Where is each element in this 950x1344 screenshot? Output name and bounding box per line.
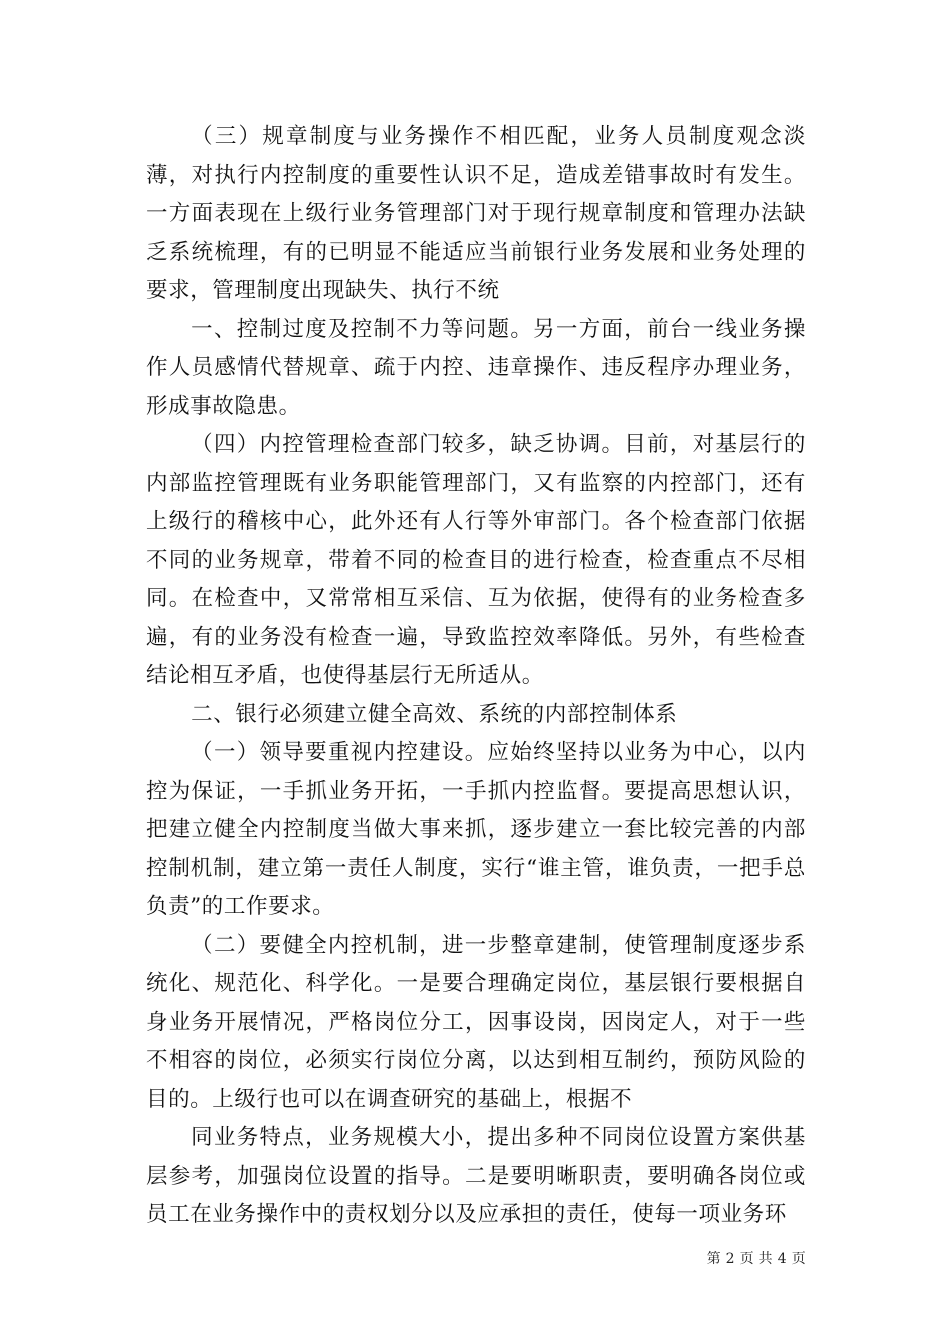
section-heading-internal-control-system: 二、银行必须建立健全高效、系统的内部控制体系 bbox=[191, 701, 678, 727]
paragraph-rules-mismatch: （三）规章制度与业务操作不相匹配，业务人员制度观念淡薄，对执行内控制度的重要性认识不足，造成差错事故时有发生。一方面表现在上级行业务管理部门对于现行规章制度和管理办法缺乏系统梳理，有的已明显不能适应当前银行业务发展和业务处理的要求，管理制度出现缺失、执行不统 bbox=[146, 124, 806, 303]
paragraph-control-mechanism: （二）要健全内控机制，进一步整章建制，使管理制度逐步系统化、规范化、科学化。一是要合理确定岗位，基层银行要根据自身业务开展情况，严格岗位分工，因事设岗，因岗定人，对于一些不相容的岗位，必须实行岗位分离，以达到相互制约，预防风险的目的。上级行也可以在调查研究的基础上，根据不 bbox=[146, 932, 806, 1112]
page-number-footer: 第 2 页 共 4 页 bbox=[706, 1251, 806, 1267]
paragraph-inspection-departments: （四）内控管理检查部门较多，缺乏协调。目前，对基层行的内部监控管理既有业务职能管理部门，又有监察的内控部门，还有上级行的稽核中心，此外还有人行等外审部门。各个检查部门依据不同的业务规章，带着不同的检查目的进行检查，检查重点不尽相同。在检查中，又常常相互采信、互为依据，使得有的业务检查多遍，有的业务没有检查一遍，导致监控效率降低。另外，有些检查结论相互矛盾，也使得基层行无所适从。 bbox=[146, 432, 806, 688]
paragraph-position-setup: 同业务特点，业务规模大小，提出多种不同岗位设置方案供基层参考，加强岗位设置的指导。二是要明晰职责，要明确各岗位或员工在业务操作中的责权划分以及应承担的责任，使每一项业务环 bbox=[146, 1125, 806, 1227]
paragraph-leadership: （一）领导要重视内控建设。应始终坚持以业务为中心，以内控为保证，一手抓业务开拓，一手抓内控监督。要提高思想认识，把建立健全内控制度当做大事来抓，逐步建立一套比较完善的内部控制机制，建立第一责任人制度，实行“谁主管，谁负责，一把手总负责”的工作要求。 bbox=[146, 740, 806, 919]
paragraph-control-issues: 一、控制过度及控制不力等问题。另一方面，前台一线业务操作人员感情代替规章、疏于内控、违章操作、违反程序办理业务，形成事故隐患。 bbox=[146, 316, 806, 419]
document-body bbox=[146, 118, 806, 1235]
